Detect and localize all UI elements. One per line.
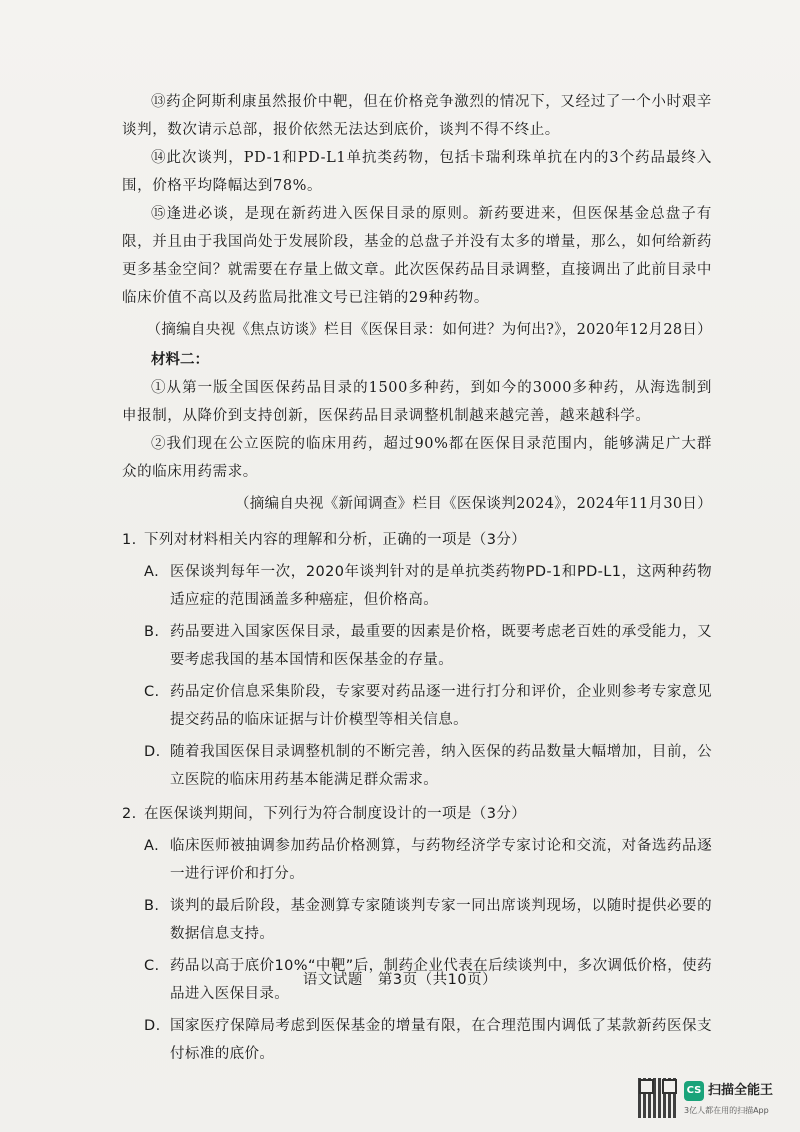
scanner-app-tagline: 3亿人都在用的扫描App (684, 1106, 769, 1115)
question-2 (122, 800, 712, 1068)
passage-paragraph-15: ⑮逢进必谈，是现在新药进入医保目录的原则。新药要进来，但医保基金总盘子有限，并且由于我国尚处于发展阶段，基金的总盘子并没有太多的增量，那么，如何给新药更多基金空间？就需要在存量上做文章。此次医保药品目录调整，直接调出了此前目录中临床价值不高以及药监局批准文号已注销的29种药物。 (122, 206, 712, 306)
question-stem (122, 526, 712, 554)
material-2-paragraph-2: ②我们现在公立医院的临床用药，超过90%都在医保目录范围内，能够满足广大群众的临床用药需求。 (122, 436, 712, 480)
question-1 (122, 526, 712, 794)
question-number: 1. (122, 532, 137, 548)
question-text: 在医保谈判期间，下列行为符合制度设计的一项是（3分） (144, 806, 527, 822)
page-content (122, 88, 712, 1068)
option-text: 临床医师被抽调参加药品价格测算，与药物经济学专家讨论和交流，对备选药品逐一进行评价和打分。 (170, 838, 712, 882)
question-text: 下列对材料相关内容的理解和分析，正确的一项是（3分） (144, 532, 527, 548)
option-c (122, 678, 712, 734)
option-text: 药品以高于底价10%“中靶”后，制药企业代表在后续谈判中，多次调低价格，使药品进入医保目录。 (170, 958, 712, 1002)
option-text: 国家医疗保障局考虑到医保基金的增量有限，在合理范围内调低了某款新药医保支付标准的底价。 (170, 1018, 712, 1062)
option-letter: A. (144, 838, 160, 854)
scanner-watermark (638, 1078, 788, 1122)
option-text: 药品要进入国家医保目录，最重要的因素是价格，既要考虑老百姓的承受能力，又要考虑我国的基本国情和医保基金的存量。 (170, 624, 712, 668)
option-letter: C. (144, 958, 160, 974)
option-b (122, 892, 712, 948)
option-text: 药品定价信息采集阶段，专家要对药品逐一进行打分和评价，企业则参考专家意见提交药品的临床证据与计价模型等相关信息。 (170, 684, 712, 728)
option-d (122, 1012, 712, 1068)
option-letter: B. (144, 624, 160, 640)
page-footer: 语文试题 第3页（共10页） (302, 972, 498, 988)
scanner-app-name: 扫描全能王 (708, 1083, 774, 1098)
option-text: 随着我国医保目录调整机制的不断完善，纳入医保的药品数量大幅增加，目前，公立医院的临床用药基本能满足群众需求。 (170, 744, 712, 788)
option-d (122, 738, 712, 794)
camscanner-logo-icon: CS (684, 1081, 704, 1101)
option-letter: B. (144, 898, 160, 914)
material-2-paragraph-1: ①从第一版全国医保药品目录的1500多种药，到如今的3000多种药，从海选制到申报制，从降价到支持创新，医保药品目录调整机制越来越完善，越来越科学。 (122, 380, 712, 424)
option-letter: C. (144, 684, 160, 700)
option-letter: D. (144, 744, 161, 760)
option-a (122, 832, 712, 888)
passage-paragraph-14: ⑭此次谈判，PD-1和PD-L1单抗类药物，包括卡瑞利珠单抗在内的3个药品最终入围，价格平均降幅达到78%。 (122, 150, 712, 194)
option-b (122, 618, 712, 674)
option-text: 谈判的最后阶段，基金测算专家随谈判专家一同出席谈判现场，以随时提供必要的数据信息支持。 (170, 898, 712, 942)
option-text: 医保谈判每年一次，2020年谈判针对的是单抗类药物PD-1和PD-L1，这两种药物适应症的范围涵盖多种癌症，但价格高。 (170, 564, 712, 608)
question-stem (122, 800, 712, 828)
question-number: 2. (122, 806, 137, 822)
option-letter: A. (144, 564, 160, 580)
passage-paragraph-13: ⑬药企阿斯利康虽然报价中靶，但在价格竞争激烈的情况下，又经过了一个小时艰辛谈判，数次请示总部，报价依然无法达到底价，谈判不得不终止。 (122, 94, 712, 138)
material-2-heading: 材料二： (151, 351, 209, 368)
qr-code-icon (638, 1078, 678, 1118)
source-citation-2: （摘编自央视《新闻调查》栏目《医保谈判2024》，2024年11月30日） (234, 496, 712, 512)
source-citation-1: （摘编自央视《焦点访谈》栏目《医保目录：如何进？为何出?》，2020年12月28日） (146, 322, 712, 338)
option-letter: D. (144, 1018, 161, 1034)
option-a (122, 558, 712, 614)
